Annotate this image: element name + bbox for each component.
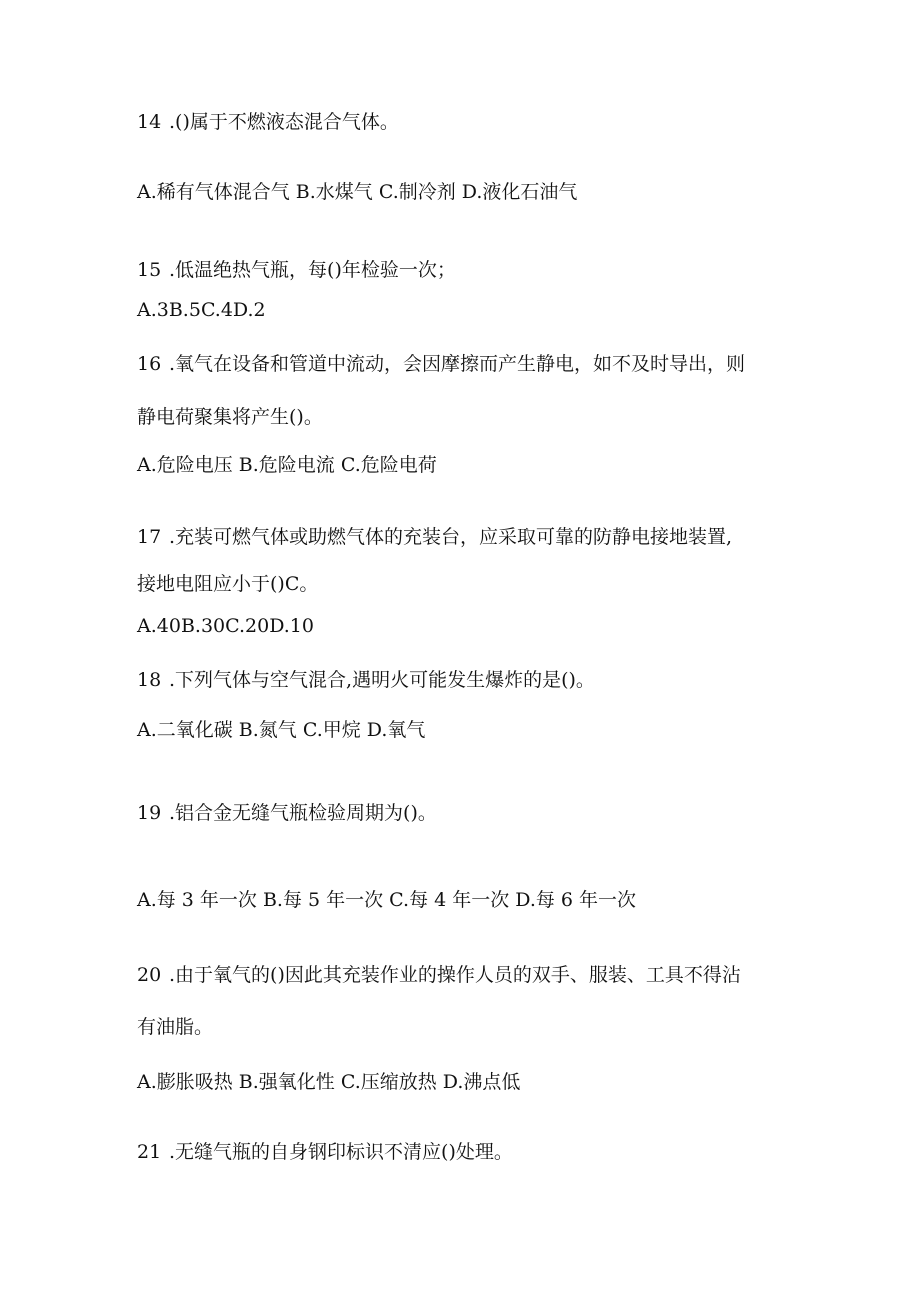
- question-15-stem: [137, 258, 456, 282]
- question-17-options: A.40B.30C.20D.10: [137, 615, 314, 637]
- question-21-stem: [137, 1140, 513, 1164]
- question-16-stem: [137, 352, 745, 376]
- question-number: 19: [137, 802, 162, 824]
- question-text: .低温绝热气瓶，每()年检验一次；: [169, 259, 456, 281]
- question-14-options: A.稀有气体混合气 B.水煤气 C.制冷剂 D.液化石油气: [137, 181, 578, 203]
- question-text: .()属于不燃液态混合气体。: [169, 111, 399, 133]
- question-number: 20: [137, 964, 162, 986]
- question-text: .由于氧气的()因此其充装作业的操作人员的双手、服装、工具不得沾: [169, 964, 741, 986]
- question-text: .无缝气瓶的自身钢印标识不清应()处理。: [169, 1141, 513, 1163]
- question-text: .氧气在设备和管道中流动，会因摩擦而产生静电，如不及时导出，则: [169, 353, 746, 375]
- question-15-options: A.3B.5C.4D.2: [137, 299, 266, 321]
- question-20-options: A.膨胀吸热 B.强氧化性 C.压缩放热 D.沸点低: [137, 1071, 521, 1093]
- question-18-options: A.二氧化碳 B.氮气 C.甲烷 D.氧气: [137, 719, 426, 741]
- question-16-options: A.危险电压 B.危险电流 C.危险电荷: [137, 454, 437, 476]
- question-number: 16: [137, 353, 162, 375]
- question-number: 21: [137, 1141, 162, 1163]
- question-19-stem: [137, 801, 437, 825]
- question-number: 15: [137, 259, 162, 281]
- question-14-stem: [137, 110, 399, 134]
- question-17-stem-continued: 接地电阻应小于()C。: [137, 573, 319, 595]
- question-17-stem: [137, 525, 732, 549]
- question-20-stem-continued: 有油脂。: [137, 1016, 214, 1038]
- question-number: 17: [137, 526, 162, 548]
- question-number: 14: [137, 111, 162, 133]
- question-19-options: A.每 3 年一次 B.每 5 年一次 C.每 4 年一次 D.每 6 年一次: [137, 889, 637, 911]
- question-text: .铝合金无缝气瓶检验周期为()。: [169, 802, 437, 824]
- question-text: .充装可燃气体或助燃气体的充装台，应采取可靠的防静电接地装置,: [169, 526, 733, 548]
- question-number: 18: [137, 669, 162, 691]
- question-18-stem: [137, 668, 595, 692]
- question-20-stem: [137, 963, 741, 987]
- question-text: .下列气体与空气混合,遇明火可能发生爆炸的是()。: [169, 669, 595, 691]
- question-16-stem-continued: 静电荷聚集将产生()。: [137, 406, 323, 428]
